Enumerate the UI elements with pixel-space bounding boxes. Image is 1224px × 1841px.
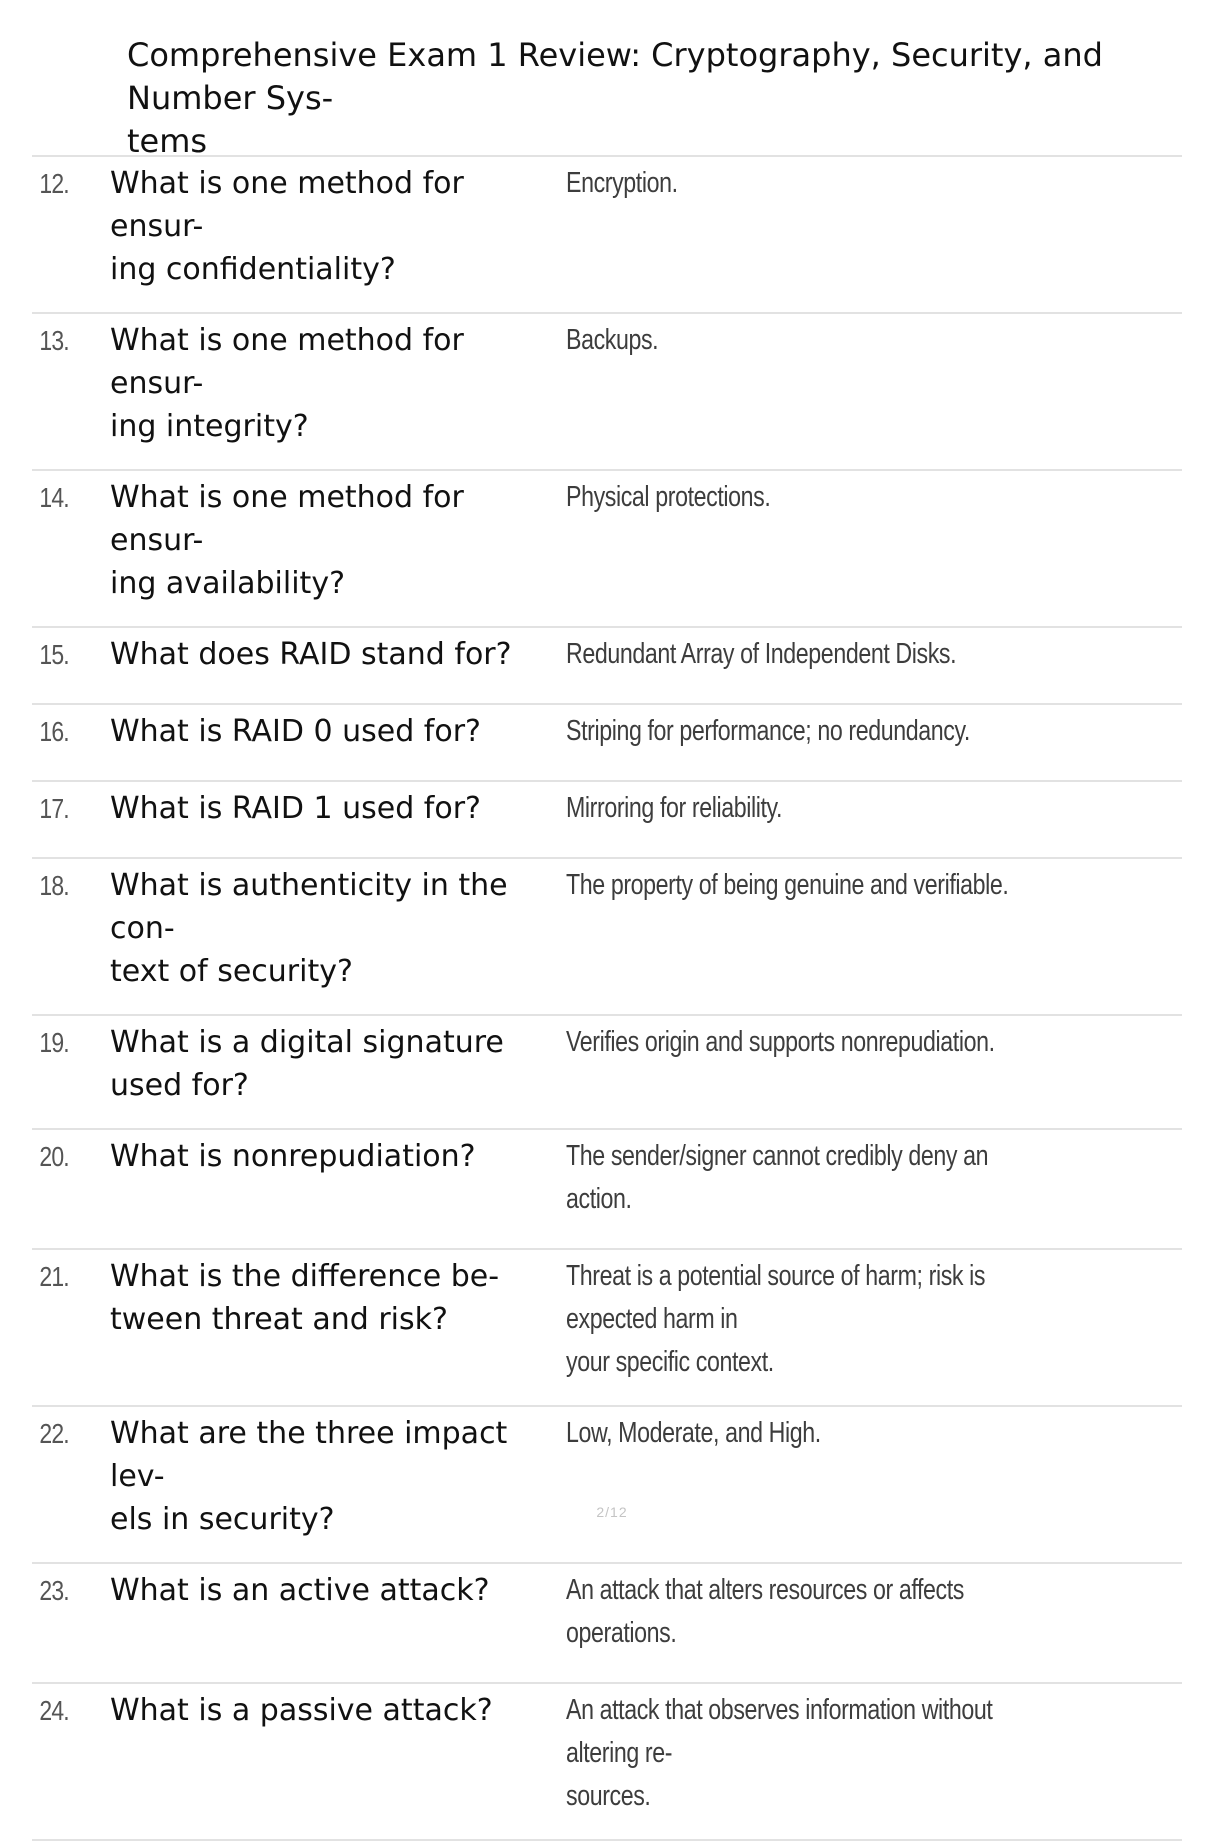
card-number: 17. [39,793,69,824]
card-question [110,1689,566,1732]
card-question-line: used for? [110,1068,249,1103]
card-answer-line: The sender/signer cannot credibly deny an action. [566,1140,989,1215]
page-title-line-2: tems [127,122,208,160]
card-number: 20. [39,1141,69,1172]
card-number: 15. [39,639,69,670]
card-answer [566,319,1059,362]
card-answer [566,1021,1059,1064]
card-answer [566,162,1059,205]
page-number: 2/12 [596,1504,628,1520]
flashcard-row [32,628,1182,705]
flashcard-row [32,314,1182,471]
page-title [127,34,1217,163]
card-question [110,710,566,753]
card-answer [566,476,1059,519]
card-answer-line: Redundant Array of Independent Disks. [566,638,957,670]
card-number: 19. [39,1027,69,1058]
card-question [110,864,566,993]
card-question [110,787,566,830]
flashcard-row [32,705,1182,782]
card-number: 24. [39,1695,69,1726]
card-question-line: What are the three impact lev- [110,1416,508,1494]
card-answer-line: An attack that alters resources or affects operations. [566,1574,964,1649]
card-question-line: What is authenticity in the con- [110,868,508,946]
card-question-line: What does RAID stand for? [110,637,512,672]
card-number: 22. [39,1418,69,1449]
flashcard-row [32,157,1182,314]
card-question-line: els in security? [110,1502,335,1537]
card-number: 12. [39,168,69,199]
card-number: 13. [39,325,69,356]
card-question-line: ing integrity? [110,409,309,444]
card-answer-line: Threat is a potential source of harm; risk is expected harm in [566,1260,986,1335]
card-question [110,1412,566,1541]
card-number: 23. [39,1575,69,1606]
card-question [110,319,566,448]
card-answer [566,787,1059,830]
card-question-line: tween threat and risk? [110,1302,448,1337]
card-answer [566,710,1059,753]
card-question-line: ing confidentiality? [110,252,396,287]
card-answer [566,1412,1059,1455]
card-question-line: What is RAID 1 used for? [110,791,481,826]
page-title-line-1: Comprehensive Exam 1 Review: Cryptography, Security, and Number Sys- [127,36,1103,117]
card-question [110,1569,566,1612]
card-question-line: What is one method for ensur- [110,480,464,558]
card-question-line: What is an active attack? [110,1573,490,1608]
flashcard-row [32,471,1182,628]
card-question-line: What is a passive attack? [110,1693,493,1728]
card-question [110,1135,566,1178]
card-answer-line: your specific context. [566,1346,774,1378]
flashcard-row [32,1250,1182,1407]
card-answer-line: Encryption. [566,167,678,199]
card-question [110,1255,566,1341]
card-answer-line: Verifies origin and supports nonrepudiation. [566,1026,995,1058]
card-question-line: text of security? [110,954,353,989]
card-question-line: What is a digital signature [110,1025,504,1060]
card-answer [566,1135,1059,1221]
flashcard-row [32,1684,1182,1841]
card-answer-line: An attack that observes information without altering re- [566,1694,993,1769]
flashcard-row [32,1016,1182,1130]
card-answer-line: The property of being genuine and verifiable. [566,869,1009,901]
card-answer [566,1569,1059,1655]
card-question [110,633,566,676]
flashcard-list [32,155,1182,1841]
flashcard-row [32,782,1182,859]
card-answer [566,633,1059,676]
card-question [110,476,566,605]
flashcard-row [32,1130,1182,1250]
card-question [110,162,566,291]
card-question-line: ing availability? [110,566,345,601]
card-answer-line: sources. [566,1780,651,1812]
card-question [110,1021,566,1107]
card-answer [566,1689,1059,1818]
card-question-line: What is nonrepudiation? [110,1139,476,1174]
flashcard-row [32,859,1182,1016]
card-answer-line: Mirroring for reliability. [566,792,783,824]
card-number: 21. [39,1261,69,1292]
card-answer-line: Striping for performance; no redundancy. [566,715,970,747]
flashcard-row [32,1564,1182,1684]
card-answer-line: Backups. [566,324,659,356]
card-answer-line: Low, Moderate, and High. [566,1417,821,1449]
card-number: 14. [39,482,69,513]
card-answer [566,864,1059,907]
card-question-line: What is RAID 0 used for? [110,714,481,749]
card-answer [566,1255,1059,1384]
card-question-line: What is the difference be- [110,1259,500,1294]
card-question-line: What is one method for ensur- [110,323,464,401]
card-number: 16. [39,716,69,747]
card-question-line: What is one method for ensur- [110,166,464,244]
flashcard-row [32,1407,1182,1564]
card-number: 18. [39,870,69,901]
card-answer-line: Physical protections. [566,481,771,513]
